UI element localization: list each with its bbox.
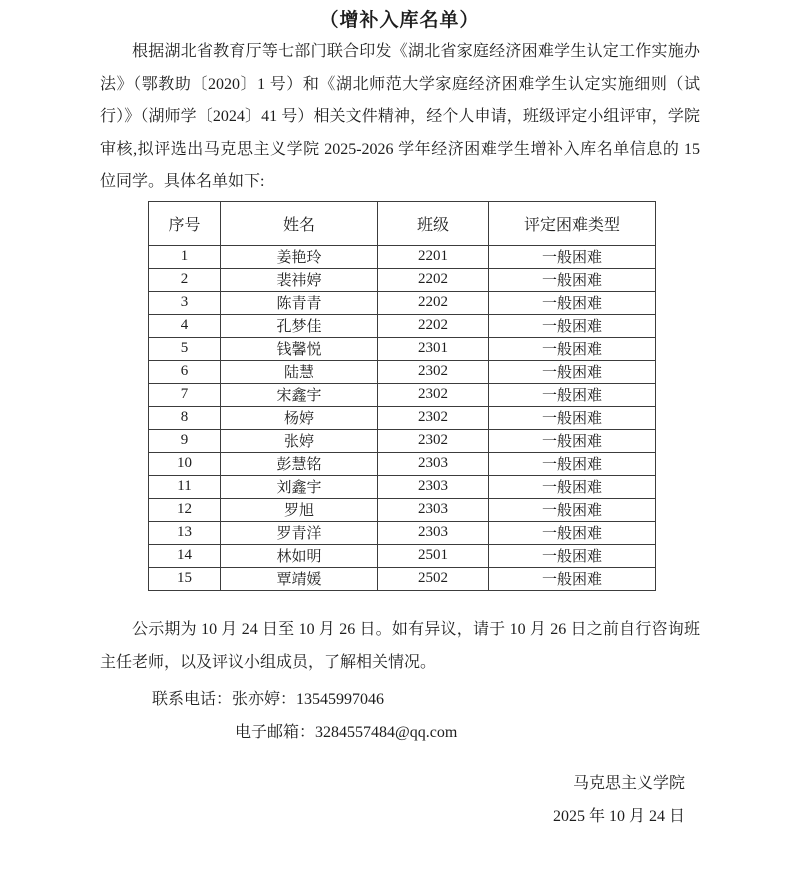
table-cell: 3: [149, 291, 221, 314]
table-cell: 2201: [378, 245, 489, 268]
table-cell: 2202: [378, 314, 489, 337]
table-cell: 2303: [378, 475, 489, 498]
table-cell: 杨婷: [221, 406, 378, 429]
table-cell: 宋鑫宇: [221, 383, 378, 406]
table-cell: 一般困难: [489, 314, 656, 337]
table-cell: 1: [149, 245, 221, 268]
table-cell: 林如明: [221, 544, 378, 567]
table-cell: 一般困难: [489, 521, 656, 544]
table-row: [149, 475, 656, 498]
table-cell: 2302: [378, 429, 489, 452]
signature-date: 2025 年 10 月 24 日: [552, 807, 685, 825]
table-row: [149, 452, 656, 475]
student-roster-table: [148, 201, 656, 591]
table-row: [149, 291, 656, 314]
table-cell: 2: [149, 268, 221, 291]
contact-email-line: 电子邮箱：3284557484@qq.com: [235, 723, 458, 741]
table-cell: 13: [149, 521, 221, 544]
table-row: [149, 337, 656, 360]
table-cell: 4: [149, 314, 221, 337]
table-cell: 2302: [378, 383, 489, 406]
table-cell: 一般困难: [489, 452, 656, 475]
table-cell: 一般困难: [489, 429, 656, 452]
table-body: [149, 245, 656, 590]
table-cell: 2303: [378, 498, 489, 521]
table-cell: 姜艳玲: [221, 245, 378, 268]
table-cell: 2202: [378, 291, 489, 314]
table-cell: 罗旭: [221, 498, 378, 521]
table-cell: 孔梦佳: [221, 314, 378, 337]
table-cell: 2303: [378, 452, 489, 475]
table-cell: 一般困难: [489, 383, 656, 406]
table-cell: 8: [149, 406, 221, 429]
table-cell: 一般困难: [489, 245, 656, 268]
table-cell: 陈青青: [221, 291, 378, 314]
table-cell: 12: [149, 498, 221, 521]
table-cell: 罗青洋: [221, 521, 378, 544]
table-cell: 11: [149, 475, 221, 498]
col-header-index: 序号: [149, 201, 221, 245]
table-cell: 钱馨悦: [221, 337, 378, 360]
table-cell: 2501: [378, 544, 489, 567]
table-cell: 一般困难: [489, 291, 656, 314]
table-cell: 2302: [378, 360, 489, 383]
table-cell: 刘鑫宇: [221, 475, 378, 498]
table-cell: 2502: [378, 567, 489, 590]
table-cell: 一般困难: [489, 567, 656, 590]
table-cell: 一般困难: [489, 360, 656, 383]
table-row: [149, 314, 656, 337]
table-row: [149, 360, 656, 383]
table-cell: 一般困难: [489, 406, 656, 429]
table-row: [149, 498, 656, 521]
table-cell: 陆慧: [221, 360, 378, 383]
table-cell: 14: [149, 544, 221, 567]
table-cell: 一般困难: [489, 498, 656, 521]
page-title: （增补入库名单）: [319, 10, 480, 31]
table-cell: 张婷: [221, 429, 378, 452]
table-cell: 一般困难: [489, 475, 656, 498]
table-cell: 一般困难: [489, 337, 656, 360]
contact-phone-line: 联系电话：张亦婷：13545997046: [152, 690, 385, 708]
table-row: [149, 268, 656, 291]
table-cell: 覃靖媛: [221, 567, 378, 590]
table-cell: 2302: [378, 406, 489, 429]
table-row: [149, 245, 656, 268]
table-cell: 2301: [378, 337, 489, 360]
col-header-difficulty-type: 评定困难类型: [489, 201, 656, 245]
table-header-row: [149, 201, 656, 245]
table-cell: 7: [149, 383, 221, 406]
table-cell: 15: [149, 567, 221, 590]
notice-paragraph: 公示期为 10 月 24 日至 10 月 26 日。如有异议，请于 10 月 26 日之前自行咨询班主任老师，以及评议小组成员，了解相关情况。: [100, 620, 700, 671]
table-cell: 一般困难: [489, 544, 656, 567]
table-cell: 一般困难: [489, 268, 656, 291]
table-cell: 6: [149, 360, 221, 383]
table-cell: 9: [149, 429, 221, 452]
intro-paragraph: 根据湖北省教育厅等七部门联合印发《湖北省家庭经济困难学生认定工作实施办法》（鄂教助〔2020〕1 号）和《湖北师范大学家庭经济困难学生认定实施细则（试行）》（湖师学〔2024〕41 号）相关文件精神，经个人申请，班级评定小组评审，学院审核,拟评选出马克思主义学院 2025-2026 学年经济困难学生增补入库名单信息的 15 位同学。具体名单如下:: [100, 43, 700, 190]
signature-block: [100, 767, 699, 833]
col-header-name: 姓名: [221, 201, 378, 245]
table-cell: 彭慧铭: [221, 452, 378, 475]
table-row: [149, 383, 656, 406]
table-row: [149, 544, 656, 567]
table-cell: 5: [149, 337, 221, 360]
table-cell: 2202: [378, 268, 489, 291]
table-row: [149, 429, 656, 452]
table-cell: 裴祎婷: [221, 268, 378, 291]
col-header-class: 班级: [378, 201, 489, 245]
table-cell: 10: [149, 452, 221, 475]
table-row: [149, 521, 656, 544]
signature-org: 马克思主义学院: [572, 774, 685, 792]
table-row: [149, 567, 656, 590]
table-cell: 2303: [378, 521, 489, 544]
table-row: [149, 406, 656, 429]
